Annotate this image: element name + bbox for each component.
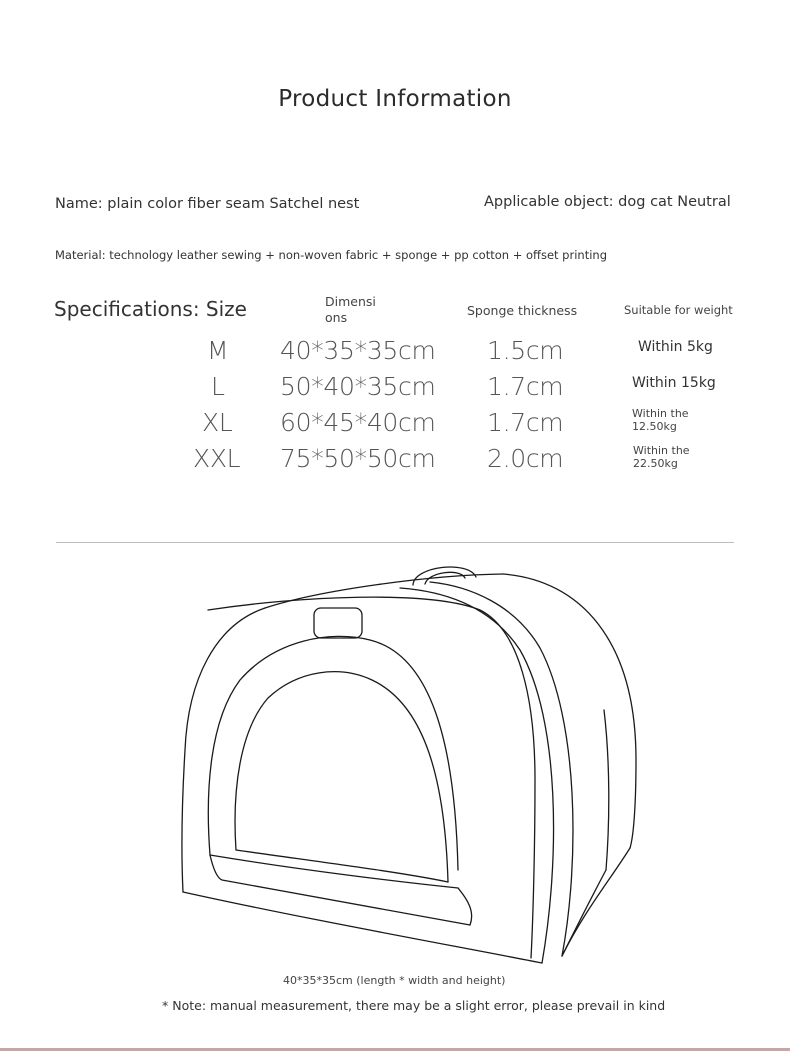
sponge-cell: 1.5cm (487, 336, 564, 365)
specifications-label: Specifications: Size (54, 297, 247, 321)
dimensions-cell: 50*40*35cm (280, 372, 436, 401)
weight-cell-line2: 22.50kg (633, 457, 678, 470)
dimension-caption: 40*35*35cm (length * width and height) (283, 974, 506, 987)
dimensions-header-line2: ons (325, 310, 348, 325)
page-title: Product Information (278, 86, 512, 112)
sponge-cell: 2.0cm (487, 444, 564, 473)
dimensions-cell: 40*35*35cm (280, 336, 436, 365)
size-cell: XL (202, 408, 233, 437)
size-cell: L (211, 372, 225, 401)
weight-cell-line1: Within the (632, 407, 689, 420)
weight-cell: Within 15kg (632, 375, 716, 391)
dimensions-cell: 75*50*50cm (280, 444, 436, 473)
weight-header: Suitable for weight (624, 303, 733, 317)
size-cell: XXL (193, 444, 241, 473)
material-info: Material: technology leather sewing + non-woven fabric + sponge + pp cotton + offset printing (55, 248, 607, 262)
sponge-header: Sponge thickness (467, 303, 578, 318)
measurement-note: * Note: manual measurement, there may be a slight error, please prevail in kind (162, 998, 666, 1013)
weight-cell-line2: 12.50kg (632, 420, 677, 433)
sponge-cell: 1.7cm (487, 372, 564, 401)
applicable-object: Applicable object: dog cat Neutral (484, 194, 731, 210)
weight-cell: Within 5kg (638, 339, 713, 355)
sponge-cell: 1.7cm (487, 408, 564, 437)
product-name: Name: plain color fiber seam Satchel nest (55, 196, 360, 212)
weight-cell-line1: Within the (633, 444, 690, 457)
dimensions-header-line1: Dimensi (325, 294, 376, 309)
size-cell: M (207, 336, 229, 365)
dimensions-cell: 60*45*40cm (280, 408, 436, 437)
